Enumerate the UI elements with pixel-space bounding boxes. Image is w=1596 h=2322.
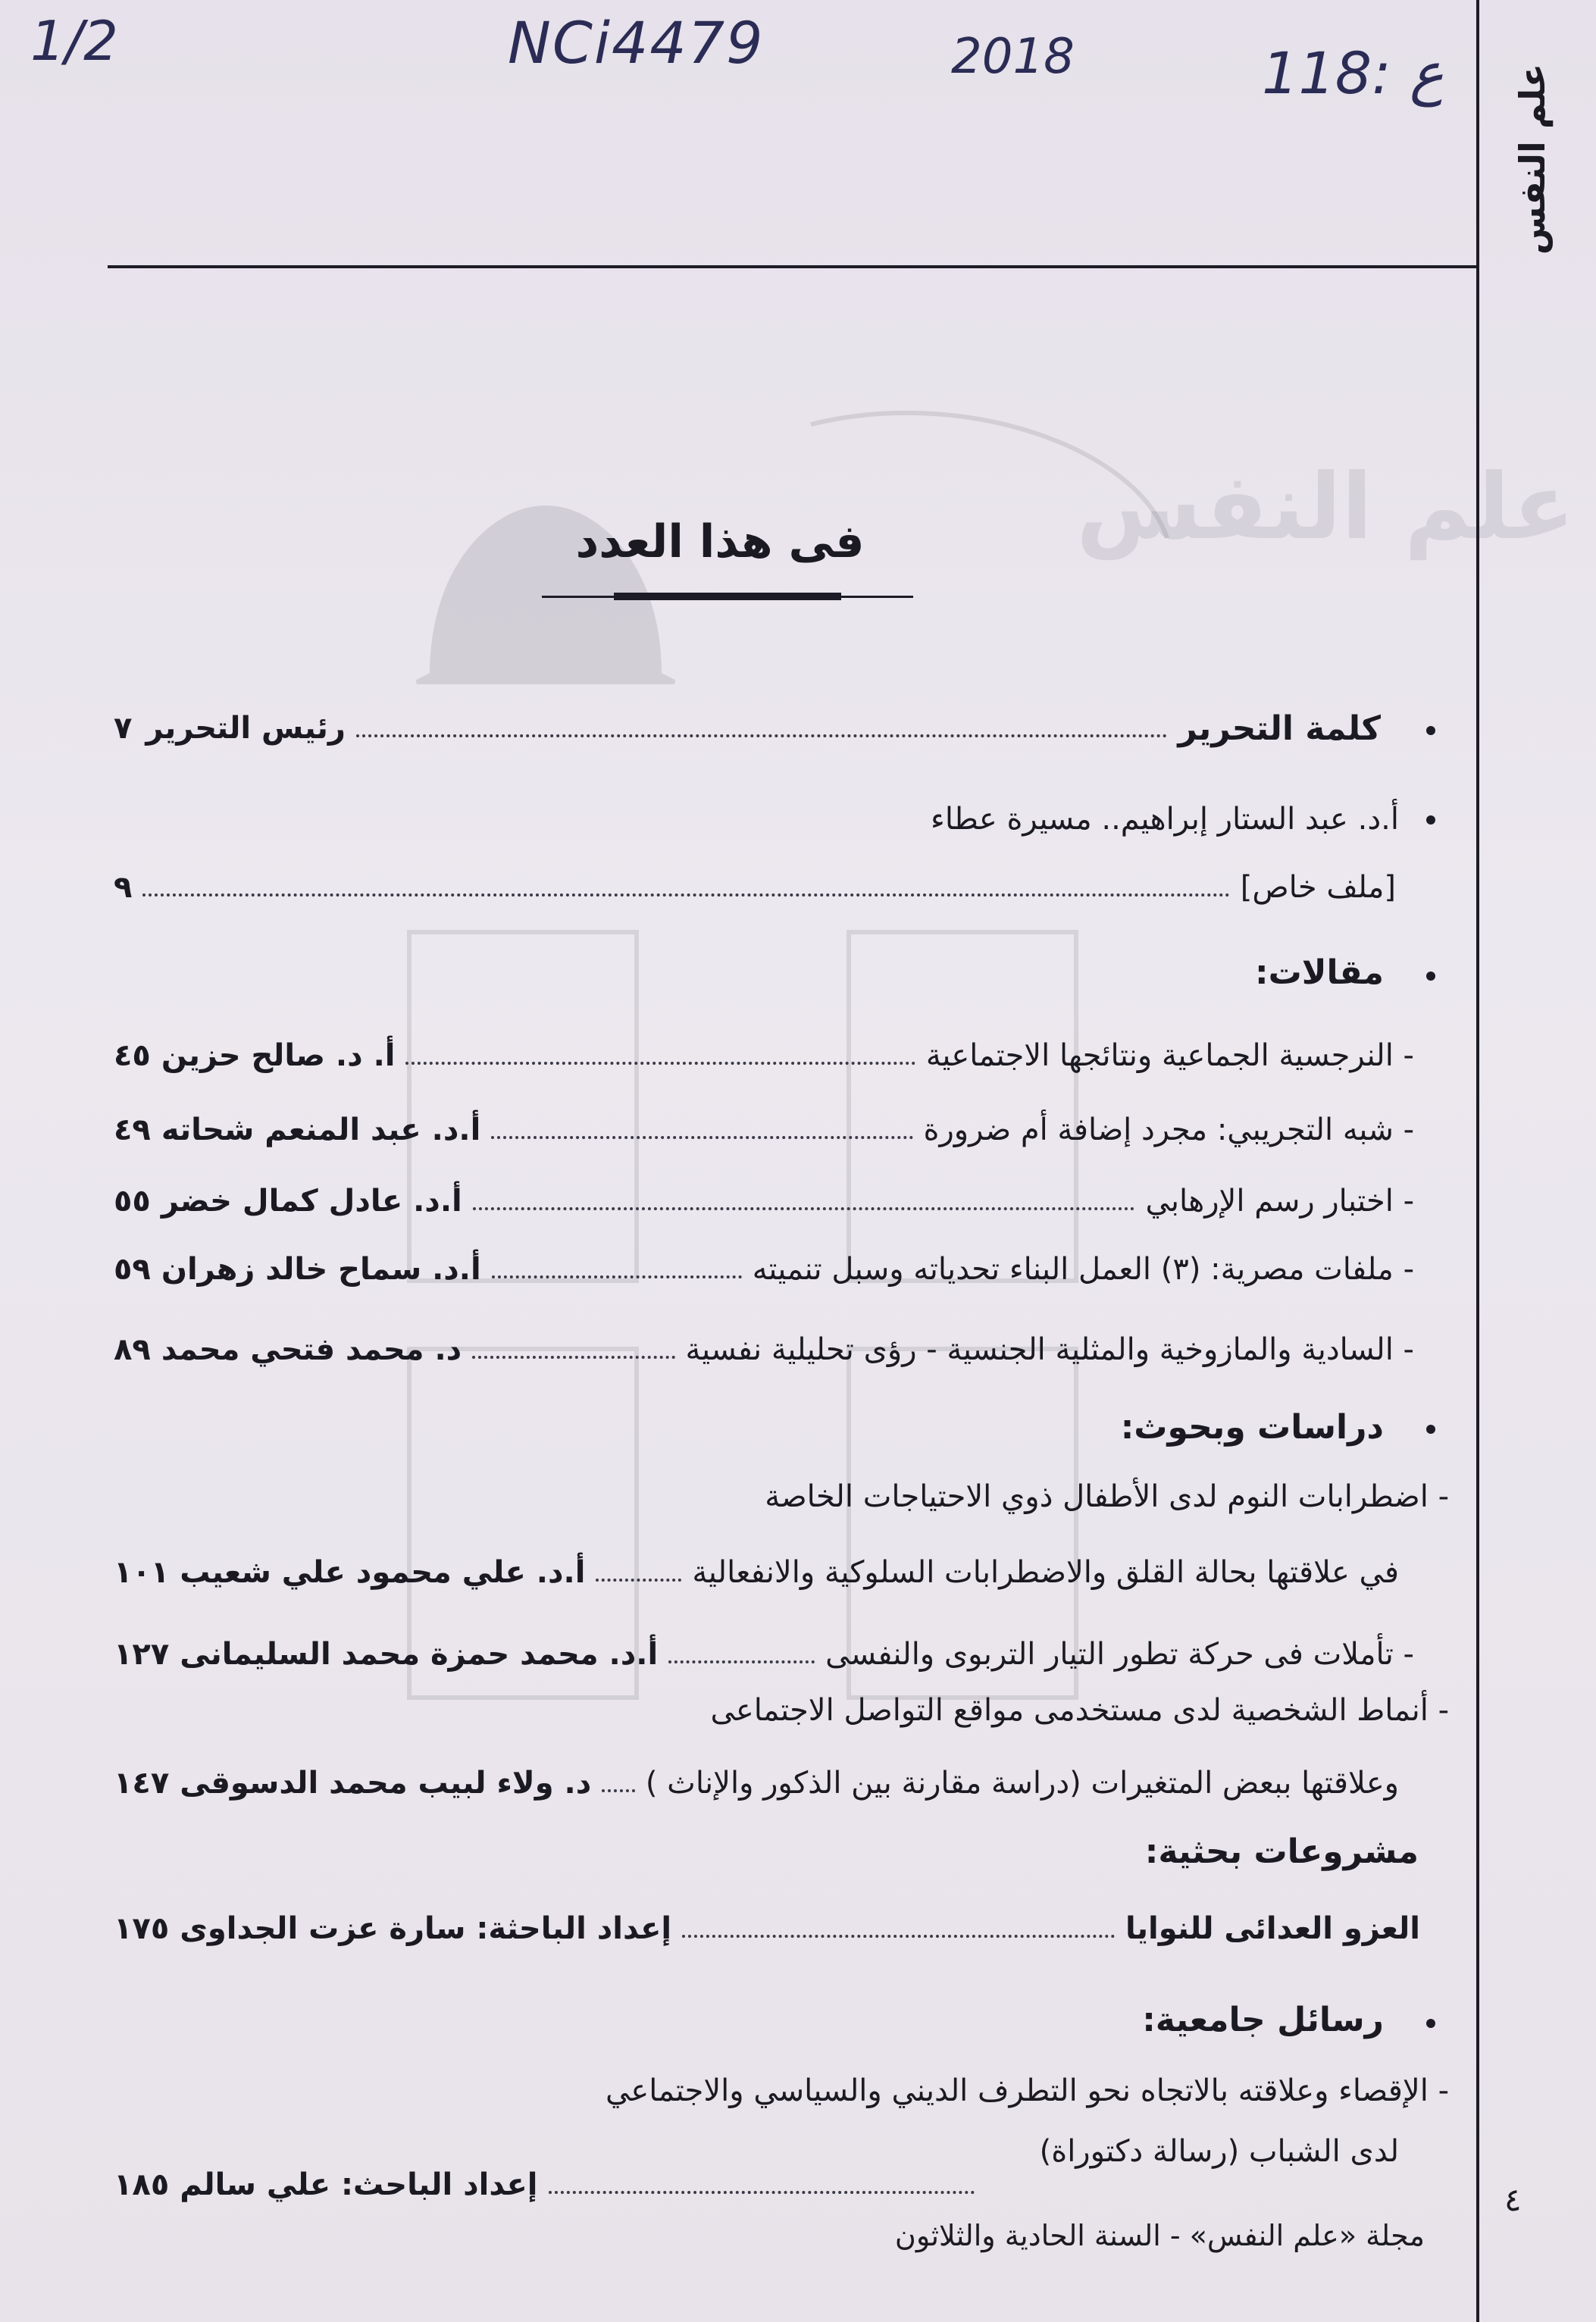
handwritten-year: 2018 [951, 29, 1075, 85]
title-underline-bold [614, 593, 841, 600]
toc-entry-page: ٧ [114, 711, 133, 746]
toc-entry-page: ١٢٧ [114, 1637, 170, 1672]
toc-entry-article[interactable] [114, 1105, 1447, 1155]
leader-dots [596, 1577, 681, 1582]
toc-entry-title: - شبه التجريبي: مجرد إضافة أم ضرورة [923, 1112, 1414, 1147]
handwritten-issue-number: ع :118 [1262, 39, 1444, 107]
toc-entry-title: - ملفات مصرية: (٣) العمل البناء تحدياته وسبل تنميته [752, 1252, 1414, 1287]
leader-dots [491, 1134, 912, 1139]
leader-dots [549, 2189, 975, 2194]
toc-entry-title: - اختبار رسم الإرهابي [1145, 1184, 1414, 1219]
running-head [1487, 53, 1578, 265]
toc-entry-article[interactable] [114, 1325, 1447, 1375]
leader-dots [142, 892, 1229, 897]
leader-dots [682, 1933, 1115, 1938]
bullet-icon [1426, 972, 1435, 981]
toc-entry-author: أ.د. عبد المنعم شحاته [161, 1112, 481, 1147]
toc-entry-page: ١٠١ [114, 1555, 170, 1590]
toc-entry-page: ٩ [114, 870, 133, 905]
toc-entry-title: العزو العدائى للنوايا [1125, 1911, 1420, 1946]
toc-entry-study[interactable] [114, 1629, 1447, 1679]
section-heading-theses: رسائل جامعية: [1142, 2001, 1384, 2039]
leader-dots [472, 1354, 674, 1359]
toc-entry-title: كلمة التحرير [1178, 709, 1381, 748]
section-heading-articles: مقالات: [1254, 953, 1384, 992]
leader-dots [668, 1659, 815, 1663]
toc-entry-title-continued: لدى الشباب (رسالة دكتوراة) [1039, 2134, 1399, 2169]
leader-dots [602, 1788, 635, 1792]
toc-entry-author: أ. د. صالح حزين [161, 1038, 396, 1073]
toc-entry-study[interactable] [114, 1547, 1447, 1598]
toc-entry-title: - السادية والمازوخية والمثلية الجنسية - رؤى تحليلية نفسية [685, 1332, 1414, 1367]
toc-entry-author: أ.د. عادل كمال خضر [161, 1184, 462, 1219]
toc-entry-author: إعداد الباحثة: سارة عزت الجداوى [180, 1911, 672, 1946]
toc-entry-author: أ.د. محمد حمزة محمد السليمانى [180, 1637, 659, 1672]
toc-entry-project[interactable] [114, 1904, 1447, 1954]
toc-entry-author: د. ولاء لبيب محمد الدسوقى [180, 1766, 592, 1801]
toc-entry-study[interactable] [114, 1758, 1447, 1808]
toc-entry-title-continued: في علاقتها بحالة القلق والاضطرابات السلوكية والانفعالية [692, 1555, 1399, 1590]
toc-entry-subtitle: [ملف خاص] [1240, 870, 1396, 905]
toc-entry-author: إعداد الباحث: علي سالم [180, 2167, 538, 2202]
leader-dots [492, 1274, 742, 1278]
running-footer: مجلة «علم النفس» - السنة الحادية والثلاثون [894, 2219, 1425, 2252]
toc-entry-page: ٤٩ [114, 1112, 151, 1147]
header-rule [108, 265, 1479, 268]
bullet-icon [1426, 2019, 1435, 2028]
toc-entry-author: أ.د. سماح خالد زهران [161, 1252, 481, 1287]
leader-dots [356, 733, 1167, 737]
toc-entry-title: - تأملات فى حركة تطور التيار التربوى والنفسى [825, 1637, 1414, 1672]
page-number: ٤ [1504, 2181, 1522, 2218]
toc-entry-page: ١٧٥ [114, 1911, 170, 1946]
toc-entry-title: - الإقصاء وعلاقته بالاتجاه نحو التطرف الديني والسياسي والاجتماعي [606, 2073, 1449, 2108]
toc-entry-title: أ.د. عبد الستار إبراهيم.. مسيرة عطاء [931, 802, 1399, 837]
bullet-icon [1426, 1425, 1435, 1434]
toc-entry-page: ١٨٥ [114, 2167, 170, 2202]
toc-entry-article[interactable] [114, 1031, 1447, 1081]
toc-entry-tribute[interactable] [114, 862, 1447, 912]
toc-entry-editorial[interactable] [114, 703, 1447, 753]
bullet-icon [1426, 815, 1435, 825]
toc-entry-author: د. محمد فتحي محمد [161, 1332, 462, 1367]
toc-entry-title-continued: وعلاقتها ببعض المتغيرات (دراسة مقارنة بين الذكور والإناث ) [645, 1766, 1399, 1801]
toc-entry-page: ٥٩ [114, 1252, 151, 1287]
journal-title: علم النفس [1512, 63, 1553, 255]
handwritten-fraction: 1/2 [30, 9, 118, 73]
toc-entry-page: ٨٩ [114, 1332, 151, 1367]
toc-entry-author: رئيس التحرير [146, 711, 346, 746]
toc-entry-page: ١٤٧ [114, 1766, 170, 1801]
leader-dots [405, 1060, 915, 1065]
toc-entry-page: ٤٥ [114, 1038, 151, 1073]
toc-entry-title: - اضطرابات النوم لدى الأطفال ذوي الاحتياجات الخاصة [765, 1479, 1449, 1514]
handwritten-catalog-number: NCi4479 [508, 9, 765, 77]
leader-dots [473, 1206, 1135, 1210]
section-title: فى هذا العدد [575, 515, 865, 568]
toc-entry-thesis[interactable] [114, 2160, 985, 2210]
toc-entry-title: - أنماط الشخصية لدى مستخدمى مواقع التواصل الاجتماعى [710, 1693, 1449, 1728]
section-heading-studies: دراسات وبحوث: [1120, 1408, 1384, 1447]
toc-entry-page: ٥٥ [114, 1184, 151, 1219]
toc-entry-title: - النرجسية الجماعية ونتائجها الاجتماعية [925, 1038, 1414, 1073]
toc-entry-author: أ.د. علي محمود علي شعيب [180, 1555, 586, 1590]
toc-entry-article[interactable] [114, 1176, 1447, 1226]
vertical-rule [1476, 0, 1479, 2322]
toc-entry-article[interactable] [114, 1244, 1447, 1294]
section-heading-projects: مشروعات بحثية: [1144, 1832, 1419, 1871]
